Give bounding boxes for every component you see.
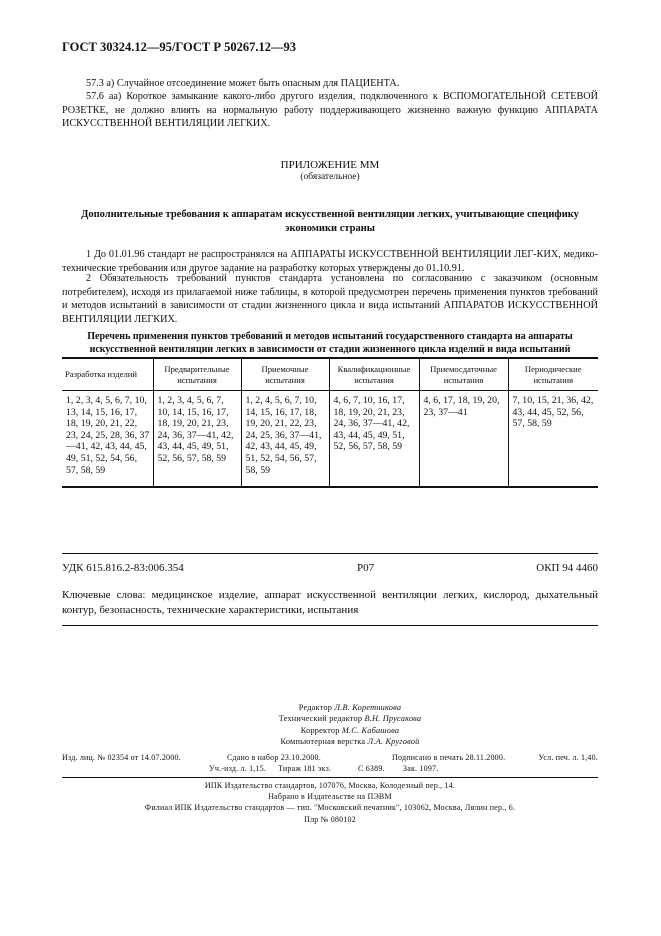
cell-acceptance: 1, 2, 4, 5, 6, 7, 10, 14, 15, 16, 17, 18, 19, 20, 21, 22, 23, 24, 25, 36, 37—41, 42, 43, 44, 45, 49, 51, 52, 54, 56, 57, 58, 59 bbox=[241, 391, 329, 488]
appendix-paragraph-2: 2 Обязательность требований пунктов стандарта установлена по согласованию с заказчиком (основным потребителем), исходя из прилагаемой ниже таблицы, в которой предусмотрен перечень применения пунктов требований и методов испытаний в зависимости от стадии жизненного цикла и вида испытаний АППАРАТОВ ИСКУССТВЕННОЙ ВЕНТИЛЯЦИИ ЛЕГКИХ. bbox=[62, 273, 598, 325]
signed-date: Подписано в печать 28.11.2000. bbox=[392, 753, 506, 762]
appendix-title: ПРИЛОЖЕНИЕ ММ bbox=[280, 159, 380, 171]
print-run: Тираж 181 экз. bbox=[278, 764, 332, 773]
cell-qualification: 4, 6, 7, 10, 16, 17, 18, 19, 20, 21, 23, 24, 36, 37—41, 42, 43, 44, 45, 49, 51, 52, 56, 57, 58, 59 bbox=[329, 391, 419, 488]
clause-57-3a: 57.3 a) Случайное отсоединение может быть опасным для ПАЦИЕНТА. bbox=[86, 78, 400, 89]
cell-development: 1, 2, 3, 4, 5, 6, 7, 10, 13, 14, 15, 16, 17, 18, 19, 20, 21, 22, 23, 24, 25, 28, 36, 37—41, 42, 43, 44, 45, 49, 51, 52, 54, 56, 57, 58, 59 bbox=[66, 395, 150, 476]
col-header-acceptance: Приемочные испытания bbox=[241, 358, 329, 391]
table-row bbox=[62, 391, 598, 488]
keywords: Ключевые слова: медицинское изделие, аппарат искусственной вентиляции легких, кислород, дыхательный контур, безопасность, технические характеристики, испытания bbox=[62, 589, 598, 616]
cell-preliminary: 1, 2, 3, 4, 5, 6, 7, 10, 14, 15, 16, 17, 18, 19, 20, 21, 23, 24, 36, 37—41, 42, 43, 44, 45, 49, 51, 52, 56, 57, 58, 59 bbox=[153, 391, 241, 488]
table-caption: Перечень применения пунктов требований и методов испытаний государственного стандарта на аппараты искусственной вентиляции легких в зависимости от стадии жизненного цикла изделий и вида испытаний bbox=[87, 331, 573, 355]
clause-57-6aa: 57.6 aa) Короткое замыкание какого-либо другого изделия, подключенного к ВСПОМОГАТЕЛЬНОЙ СЕТЕВОЙ РОЗЕТКЕ, не должно влиять на нормальную работу поддерживающего жизненно важную функцию АППАРАТА ИСКУССТВЕННОЙ ВЕНТИЛЯЦИИ ЛЕГКИХ. bbox=[62, 91, 598, 129]
col-header-delivery: Приемосдаточные испытания bbox=[419, 358, 508, 391]
okp-code: ОКП 94 4460 bbox=[536, 562, 598, 574]
col-header-preliminary: Предварительные испытания bbox=[153, 358, 241, 391]
footer-top-rule bbox=[62, 553, 598, 554]
layout-role: Компьютерная верстка bbox=[280, 736, 366, 746]
sent-date: Сдано в набор 23.10.2000. bbox=[227, 753, 321, 762]
publisher-line-4: Плр № 080102 bbox=[304, 814, 356, 824]
publisher-block bbox=[62, 780, 598, 825]
group-code: Р07 bbox=[357, 562, 375, 574]
col-header-development: Разработка изделий bbox=[62, 358, 153, 391]
tech-editor-name: В.Н. Прусакова bbox=[364, 714, 422, 724]
tech-editor-role: Технический редактор bbox=[278, 714, 363, 724]
col-header-qualification: Квалификационные испытания bbox=[329, 358, 419, 391]
requirements-table bbox=[62, 357, 598, 488]
publisher-line-2: Набрано в Издательстве на ПЭВМ bbox=[268, 792, 392, 802]
page-header: ГОСТ 30324.12—95/ГОСТ Р 50267.12—93 bbox=[62, 40, 296, 54]
order-number: Зак. 1097. bbox=[403, 764, 439, 773]
col-header-periodic: Периодические испытания bbox=[508, 358, 598, 391]
print-sheets: Усл. печ. л. 1,40. bbox=[538, 753, 598, 762]
editor-name: Л.В. Коретникова bbox=[334, 703, 402, 712]
footer-bottom-rule bbox=[62, 625, 598, 626]
publisher-sheets: Уч.-изд. л. 1,15. bbox=[209, 764, 267, 773]
proofreader-role: Корректор bbox=[300, 725, 340, 735]
editor-role: Редактор bbox=[298, 703, 333, 712]
table-header-row bbox=[62, 358, 598, 391]
order-code: С 6389. bbox=[358, 764, 385, 773]
license: Изд. лиц. № 02354 от 14.07.2000. bbox=[62, 753, 181, 762]
print-info bbox=[62, 752, 598, 774]
editorial-credits bbox=[200, 702, 500, 747]
layout-name: Л.А. Круговой bbox=[367, 736, 420, 746]
cell-delivery: 4, 6, 17, 18, 19, 20, 23, 37—41 bbox=[419, 391, 508, 488]
cell-periodic: 7, 10, 15, 21, 36, 42, 43, 44, 45, 52, 56, 57, 58, 59 bbox=[508, 391, 598, 488]
appendix-paragraph-1: 1 До 01.01.96 стандарт не распространялся на АППАРАТЫ ИСКУССТВЕННОЙ ВЕНТИЛЯЦИИ ЛЕГ-КИХ, медико-технические требования или другое задание на разработку которых утверждены до 01.10.91. bbox=[62, 249, 598, 274]
appendix-subtitle: (обязательное) bbox=[300, 172, 360, 182]
proofreader-name: М.С. Кабашова bbox=[341, 725, 400, 735]
publisher-line-3: Филиал ИПК Издательство стандартов — тип. "Московский печатник", 103062, Москва, Лялин пер., 6. bbox=[144, 803, 516, 813]
udc-code: УДК 615.816.2-83:006.354 bbox=[62, 562, 184, 574]
publisher-rule bbox=[62, 777, 598, 778]
appendix-heading: Дополнительные требования к аппаратам искусственной вентиляции легких, учитывающие специфику экономики страны bbox=[81, 209, 579, 234]
publisher-line-1: ИПК Издательство стандартов, 107076, Москва, Колодезный пер., 14. bbox=[204, 781, 456, 790]
